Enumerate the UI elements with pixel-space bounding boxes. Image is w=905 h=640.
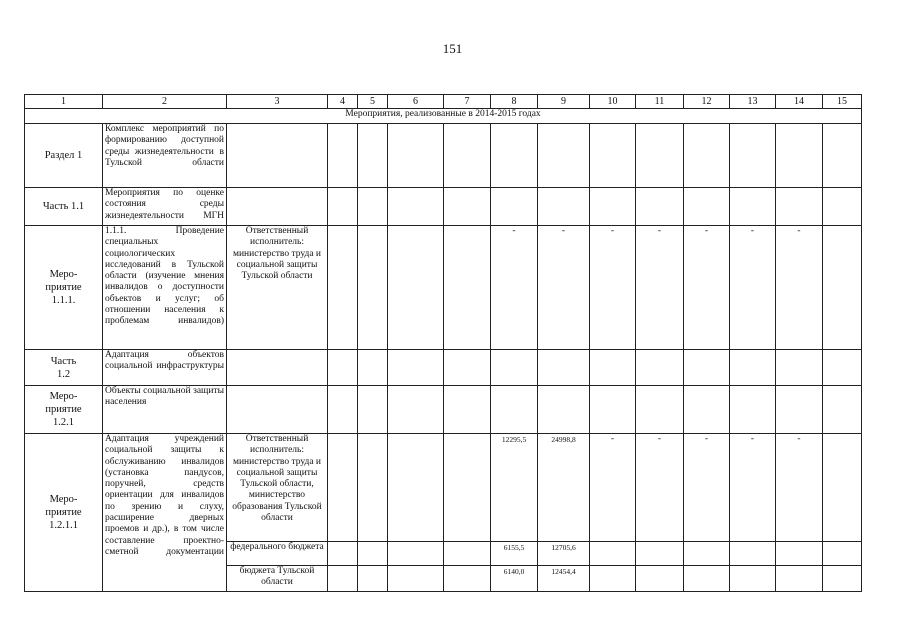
- value-cell: -: [730, 434, 776, 542]
- value-cell: -: [636, 226, 684, 350]
- col-header: 13: [730, 95, 776, 109]
- col-header: 11: [636, 95, 684, 109]
- label-line: 1.2.1.1: [49, 520, 78, 531]
- row-label: [25, 350, 103, 386]
- label-line: Меро-: [49, 269, 78, 280]
- col-header: 10: [590, 95, 636, 109]
- label-line: приятие: [45, 404, 82, 415]
- table-row: [25, 434, 862, 542]
- col-header: 6: [388, 95, 444, 109]
- value-cell: -: [776, 434, 823, 542]
- row-description: Объекты социальной защиты населения: [103, 386, 227, 434]
- col-header: 8: [491, 95, 538, 109]
- section-title: Мероприятия, реализованные в 2014-2015 годах: [25, 109, 862, 124]
- column-number-row: [25, 95, 862, 109]
- table-row: [25, 188, 862, 226]
- col-header: 15: [823, 95, 862, 109]
- value-cell: -: [776, 226, 823, 350]
- col-header: 1: [25, 95, 103, 109]
- col-header: 12: [684, 95, 730, 109]
- table-row: [25, 386, 862, 434]
- funding-source: бюджета Тульской области: [227, 566, 328, 592]
- table-row: [25, 124, 862, 188]
- value-cell: -: [590, 226, 636, 350]
- label-line: Меро-: [49, 391, 78, 402]
- col-header: 14: [776, 95, 823, 109]
- label-line: Меро-: [49, 494, 78, 505]
- table-row: [25, 350, 862, 386]
- label-line: 1.2: [56, 368, 71, 380]
- row-label: Часть 1.1: [25, 188, 103, 226]
- section-title-row: [25, 109, 862, 124]
- col-header: 5: [358, 95, 388, 109]
- label-line: приятие: [45, 507, 82, 518]
- funding-source: федерального бюджета: [227, 542, 328, 566]
- label-line: 1.1.1.: [51, 295, 76, 306]
- row-description: Мероприятия по оценке состояния среды жизнедеятельности МГН: [103, 188, 227, 226]
- label-line: Часть: [50, 355, 77, 367]
- label-line: приятие: [45, 282, 82, 293]
- value-cell: 6155,5: [491, 542, 538, 566]
- row-description: 1.1.1. Проведение специальных социологических исследований в Тульской области (изучение мнения инвалидов о доступности объектов и услуг; об отношении населения к проблемам инвалидов): [103, 226, 227, 350]
- col-header: 9: [538, 95, 590, 109]
- value-cell: 12454,4: [538, 566, 590, 592]
- program-table: [24, 94, 862, 592]
- page-number: 151: [442, 41, 463, 56]
- row-description: Адаптация объектов социальной инфраструктуры: [103, 350, 227, 386]
- value-cell: -: [636, 434, 684, 542]
- value-cell: 12295,5: [491, 434, 538, 542]
- value-cell: -: [730, 226, 776, 350]
- row-label: Раздел 1: [25, 124, 103, 188]
- responsible-executor: Ответственный исполнитель: министерство труда и социальной защиты Тульской области, министерство образования Тульской области: [227, 434, 328, 542]
- label-line: 1.2.1: [53, 417, 74, 428]
- col-header: 4: [328, 95, 358, 109]
- value-cell: 24998,8: [538, 434, 590, 542]
- row-description: Комплекс мероприятий по формированию доступной среды жизнедеятельности в Тульской области: [103, 124, 227, 188]
- value-cell: 12705,6: [538, 542, 590, 566]
- row-label: [25, 386, 103, 434]
- value-cell: -: [590, 434, 636, 542]
- table-row: [25, 226, 862, 350]
- value-cell: -: [684, 434, 730, 542]
- value-cell: -: [491, 226, 538, 350]
- col-header: 7: [444, 95, 491, 109]
- col-header: 3: [227, 95, 328, 109]
- value-cell: -: [684, 226, 730, 350]
- row-label: [25, 434, 103, 592]
- col-header: 2: [103, 95, 227, 109]
- responsible-executor: Ответственный исполнитель: министерство труда и социальной защиты Тульской области: [227, 226, 328, 350]
- value-cell: -: [538, 226, 590, 350]
- row-description: Адаптация учреждений социальной защиты к обслуживанию инвалидов (установка пандусов, поручней, средств ориентации для инвалидов по зрению и слуху, расширение дверных проемов и др.), в том числе составление проектно-сметной документации: [103, 434, 227, 592]
- value-cell: 6140,0: [491, 566, 538, 592]
- row-label: [25, 226, 103, 350]
